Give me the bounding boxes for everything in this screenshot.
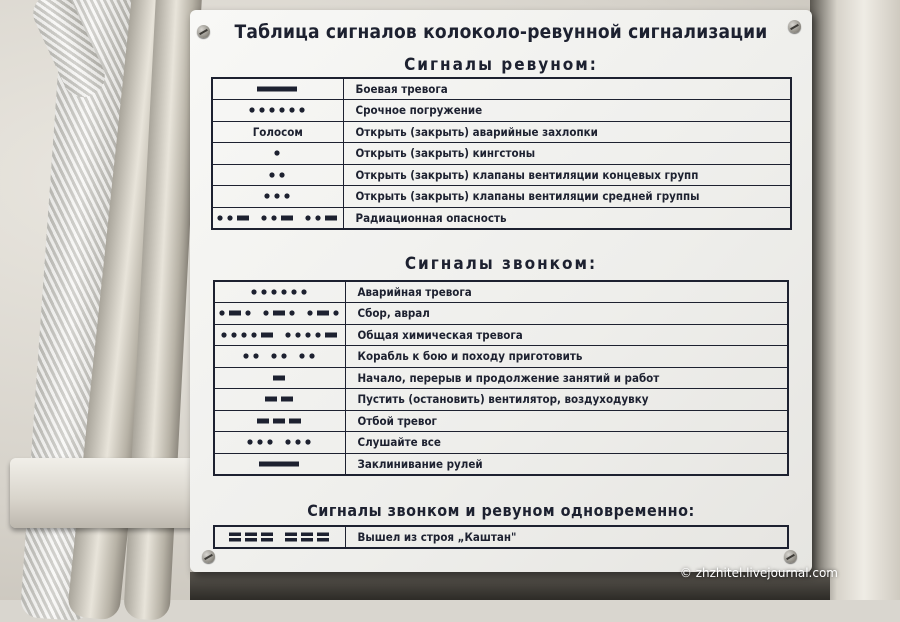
dot-mark [295,332,300,337]
dot-mark [269,108,274,113]
mounting-bracket [10,458,200,528]
signal-meaning: Сбор, аврал [345,303,788,325]
signal-code-glyph [251,286,309,298]
screw-bottom-left [202,550,215,563]
dot-mark [249,108,254,113]
signal-row [214,281,788,303]
signal-code-glyph [265,393,295,405]
dot-mark [271,354,276,359]
dash-mark [237,215,249,220]
dot-mark [251,289,256,294]
dash-mark [257,418,269,423]
signal-meaning: Вышел из строя „Каштан" [345,526,788,548]
dot-mark [315,215,320,220]
double-dash-mark [245,532,257,536]
dot-mark [299,108,304,113]
double-dash-mark [245,538,257,542]
right-pipe [810,0,900,600]
signal-row [212,207,791,229]
dot-mark [279,172,284,177]
signal-code-glyph [243,350,317,362]
signal-meaning: Заклинивание рулей [345,453,788,475]
dot-mark [301,289,306,294]
double-dash-mark [229,532,241,536]
dash-mark [281,215,293,220]
signal-meaning: Слушайте все [345,432,788,454]
signal-row [214,526,788,548]
dot-mark [231,332,236,337]
signal-code-glyph [259,458,301,470]
double-dash-mark [285,538,297,542]
signal-row [212,186,791,208]
signal-row [214,367,788,389]
siren-signals-table [211,77,792,230]
double-dash-mark [261,532,273,536]
signal-code [212,121,343,143]
dash-mark [273,418,285,423]
double-dash-mark [301,538,313,542]
dot-mark [267,440,272,445]
signal-meaning: Срочное погружение [343,100,791,122]
signal-row [214,303,788,325]
dot-mark [261,215,266,220]
signal-code [214,281,345,303]
signal-code [212,78,343,100]
double-dash-mark [229,538,241,542]
signal-row [214,432,788,454]
dot-mark [305,332,310,337]
signal-row [212,164,791,186]
signal-code-glyph [221,329,339,341]
double-dash-mark [301,532,313,536]
dot-mark [305,440,310,445]
signal-code [214,526,345,548]
dot-mark [217,215,222,220]
double-dash-mark [317,532,329,536]
signal-meaning: Открыть (закрыть) кингстоны [343,143,791,165]
signal-meaning: Открыть (закрыть) клапаны вентиляции средней группы [343,186,791,208]
signal-code-glyph [249,104,307,116]
dot-mark [245,311,250,316]
dash-mark [325,332,337,337]
bell-signals-table [213,280,789,476]
dot-mark [309,354,314,359]
signal-code [214,389,345,411]
signal-meaning: Открыть (закрыть) аварийные захлопки [343,121,791,143]
signal-row [212,143,791,165]
screw-bottom-right [784,550,797,563]
dot-mark [257,440,262,445]
signal-meaning: Пустить (остановить) вентилятор, воздуходувку [345,389,788,411]
dot-mark [219,311,224,316]
dot-mark [315,332,320,337]
dot-mark [307,311,312,316]
signal-row [212,121,791,143]
signal-code-glyph [247,436,313,448]
dot-mark [271,289,276,294]
signal-code-glyph [217,212,339,224]
dot-mark [284,194,289,199]
dot-mark [289,311,294,316]
dash-mark [261,332,273,337]
signal-meaning: Аварийная тревога [345,281,788,303]
signal-code [214,432,345,454]
dot-mark [259,108,264,113]
signal-meaning: Общая химическая тревога [345,324,788,346]
long-dash-mark [257,87,297,92]
section-title-bell: Сигналы звонком: [404,254,598,274]
dot-mark [261,289,266,294]
dot-mark [279,108,284,113]
signal-code [212,186,343,208]
signal-meaning: Открыть (закрыть) клапаны вентиляции концевых групп [343,164,791,186]
signal-code [214,367,345,389]
dash-mark [273,311,285,316]
double-dash-mark [317,538,329,542]
dot-mark [241,332,246,337]
dash-mark [317,311,329,316]
dot-mark [227,215,232,220]
signal-meaning: Радиационная опасность [343,207,791,229]
combined-signals-table [213,525,789,549]
signal-code-glyph [257,83,299,95]
dot-mark [299,354,304,359]
signal-plate [190,10,812,572]
dash-mark [229,311,241,316]
signal-meaning: Корабль к бою и походу приготовить [345,346,788,368]
dot-mark [269,172,274,177]
signal-row [214,389,788,411]
double-dash-mark [261,538,273,542]
dot-mark [333,311,338,316]
signal-code [212,207,343,229]
dot-mark [289,108,294,113]
signal-code-glyph [273,372,287,384]
watermark: © zhzhitel.livejournal.com [679,566,838,580]
signal-row [214,346,788,368]
dot-mark [295,440,300,445]
signal-meaning: Начало, перерыв и продолжение занятий и работ [345,367,788,389]
dot-mark [274,194,279,199]
signal-code-text: Голосом [252,124,303,139]
signal-code [214,346,345,368]
dot-mark [271,215,276,220]
signal-meaning: Боевая тревога [343,78,791,100]
dot-mark [285,332,290,337]
dash-mark [325,215,337,220]
dot-mark [281,289,286,294]
double-dash-mark [285,532,297,536]
signal-code-glyph [274,147,282,159]
dash-mark [281,397,293,402]
signal-code-glyph [269,169,287,181]
signal-code [214,324,345,346]
dot-mark [263,311,268,316]
dot-mark [264,194,269,199]
signal-code-glyph [219,307,341,319]
dot-mark [291,289,296,294]
dot-mark [285,440,290,445]
dot-mark [247,440,252,445]
signal-code-glyph [264,190,292,202]
dash-mark [265,397,277,402]
signal-code-glyph [229,531,331,543]
signal-row [212,78,791,100]
dash-mark [289,418,301,423]
dot-mark [274,151,279,156]
signal-row [212,100,791,122]
signal-code [214,410,345,432]
dot-mark [305,215,310,220]
dash-mark [273,375,285,380]
signal-code [212,143,343,165]
section-title-siren: Сигналы ревуном: [404,55,598,75]
signal-row [214,410,788,432]
signal-code-glyph [257,415,303,427]
signal-code [212,164,343,186]
signal-code [212,100,343,122]
dot-mark [221,332,226,337]
section-title-combined: Сигналы звонком и ревуном одновременно: [307,501,695,520]
signal-row [214,453,788,475]
dot-mark [281,354,286,359]
dot-mark [251,332,256,337]
signal-code [214,303,345,325]
plate-title: Таблица сигналов колоколо-ревунной сигнализации [234,21,768,43]
signal-row [214,324,788,346]
dot-mark [253,354,258,359]
long-dash-mark [259,461,299,466]
dot-mark [243,354,248,359]
signal-code [214,453,345,475]
signal-meaning: Отбой тревог [345,410,788,432]
